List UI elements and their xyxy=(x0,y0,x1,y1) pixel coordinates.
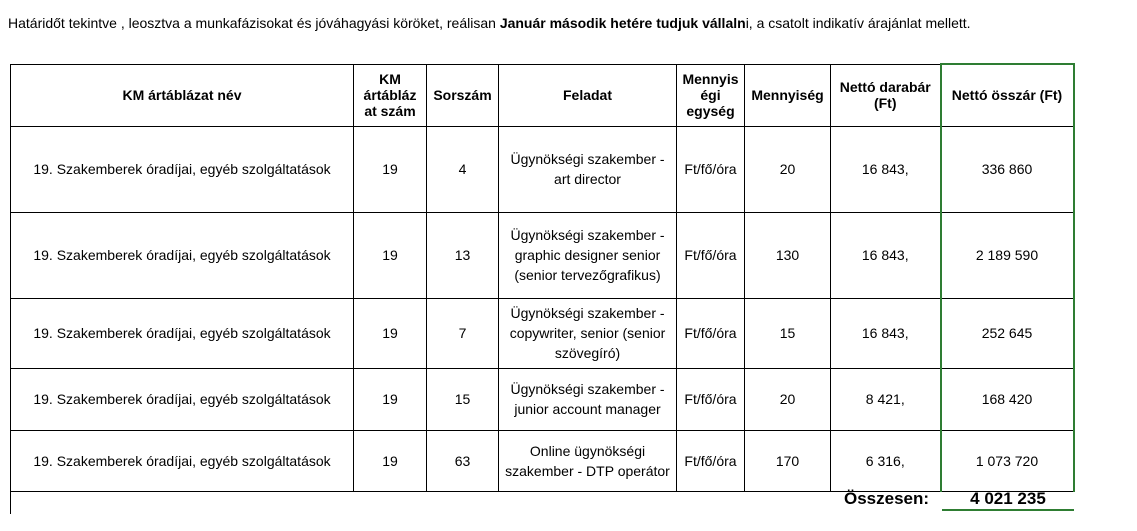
cell-qty: 20 xyxy=(745,126,831,212)
table-row xyxy=(11,430,1074,491)
intro-part1: Határidőt tekintve , leosztva a munkafázisokat és jóváhagyási köröket, reálisan xyxy=(8,15,500,31)
intro-text xyxy=(8,15,971,31)
table-row xyxy=(11,298,1074,368)
cell-feladat: Online ügynökségi szakember - DTP operátor xyxy=(499,430,677,491)
cell-feladat: Ügynökségi szakember - graphic designer senior (senior tervezőgrafikus) xyxy=(499,212,677,298)
cell-sorszam: 7 xyxy=(427,298,499,368)
cell-unit-price: 8 421, xyxy=(831,368,941,430)
cell-km-num: 19 xyxy=(354,212,427,298)
cell-total: 168 420 xyxy=(941,368,1074,430)
intro-bold: Január második hetére tudjuk vállaln xyxy=(499,15,746,31)
summary-row xyxy=(10,486,1077,531)
price-table xyxy=(10,63,1075,492)
cell-sorszam: 13 xyxy=(427,212,499,298)
cell-km-num: 19 xyxy=(354,368,427,430)
cell-name: 19. Szakemberek óradíjai, egyéb szolgáltatások xyxy=(11,298,354,368)
cell-km-num: 19 xyxy=(354,126,427,212)
cell-sorszam: 63 xyxy=(427,430,499,491)
table-row xyxy=(11,126,1074,212)
cell-feladat: Ügynökségi szakember - copywriter, senior (senior szövegíró) xyxy=(499,298,677,368)
header-unit-price: Nettó darabár (Ft) xyxy=(831,64,941,126)
cell-unit-price: 16 843, xyxy=(831,212,941,298)
cell-total: 336 860 xyxy=(941,126,1074,212)
cell-unit: Ft/fő/óra xyxy=(677,368,745,430)
table-row xyxy=(11,368,1074,430)
header-unit: Mennyis égi egység xyxy=(677,64,745,126)
cell-km-num: 19 xyxy=(354,430,427,491)
header-km-num: KM ártábláz at szám xyxy=(354,64,427,126)
cell-qty: 130 xyxy=(745,212,831,298)
cell-unit: Ft/fő/óra xyxy=(677,126,745,212)
left-border-line xyxy=(10,486,11,514)
header-sorszam: Sorszám xyxy=(427,64,499,126)
cell-unit: Ft/fő/óra xyxy=(677,430,745,491)
cell-total: 2 189 590 xyxy=(941,212,1074,298)
table-header-row xyxy=(11,64,1074,126)
cell-name: 19. Szakemberek óradíjai, egyéb szolgáltatások xyxy=(11,430,354,491)
cell-qty: 170 xyxy=(745,430,831,491)
cell-unit: Ft/fő/óra xyxy=(677,298,745,368)
cell-unit-price: 16 843, xyxy=(831,298,941,368)
cell-total: 1 073 720 xyxy=(941,430,1074,491)
summary-underline xyxy=(942,509,1074,511)
summary-value: 4 021 235 xyxy=(970,489,1046,508)
intro-part2: i, a csatolt indikatív árajánlat mellett. xyxy=(745,15,971,31)
cell-unit: Ft/fő/óra xyxy=(677,212,745,298)
cell-feladat: Ügynökségi szakember - art director xyxy=(499,126,677,212)
cell-km-num: 19 xyxy=(354,298,427,368)
cell-unit-price: 6 316, xyxy=(831,430,941,491)
header-feladat: Feladat xyxy=(499,64,677,126)
header-name: KM ártáblázat név xyxy=(11,64,354,126)
cell-name: 19. Szakemberek óradíjai, egyéb szolgáltatások xyxy=(11,126,354,212)
cell-name: 19. Szakemberek óradíjai, egyéb szolgáltatások xyxy=(11,368,354,430)
cell-total: 252 645 xyxy=(941,298,1074,368)
header-qty: Mennyiség xyxy=(745,64,831,126)
cell-sorszam: 4 xyxy=(427,126,499,212)
cell-qty: 15 xyxy=(745,298,831,368)
cell-feladat: Ügynökségi szakember - junior account manager xyxy=(499,368,677,430)
cell-name: 19. Szakemberek óradíjai, egyéb szolgáltatások xyxy=(11,212,354,298)
cell-qty: 20 xyxy=(745,368,831,430)
table-row xyxy=(11,212,1074,298)
cell-sorszam: 15 xyxy=(427,368,499,430)
cell-unit-price: 16 843, xyxy=(831,126,941,212)
header-total: Nettó összár (Ft) xyxy=(941,64,1074,126)
summary-label: Összesen: xyxy=(844,489,930,508)
